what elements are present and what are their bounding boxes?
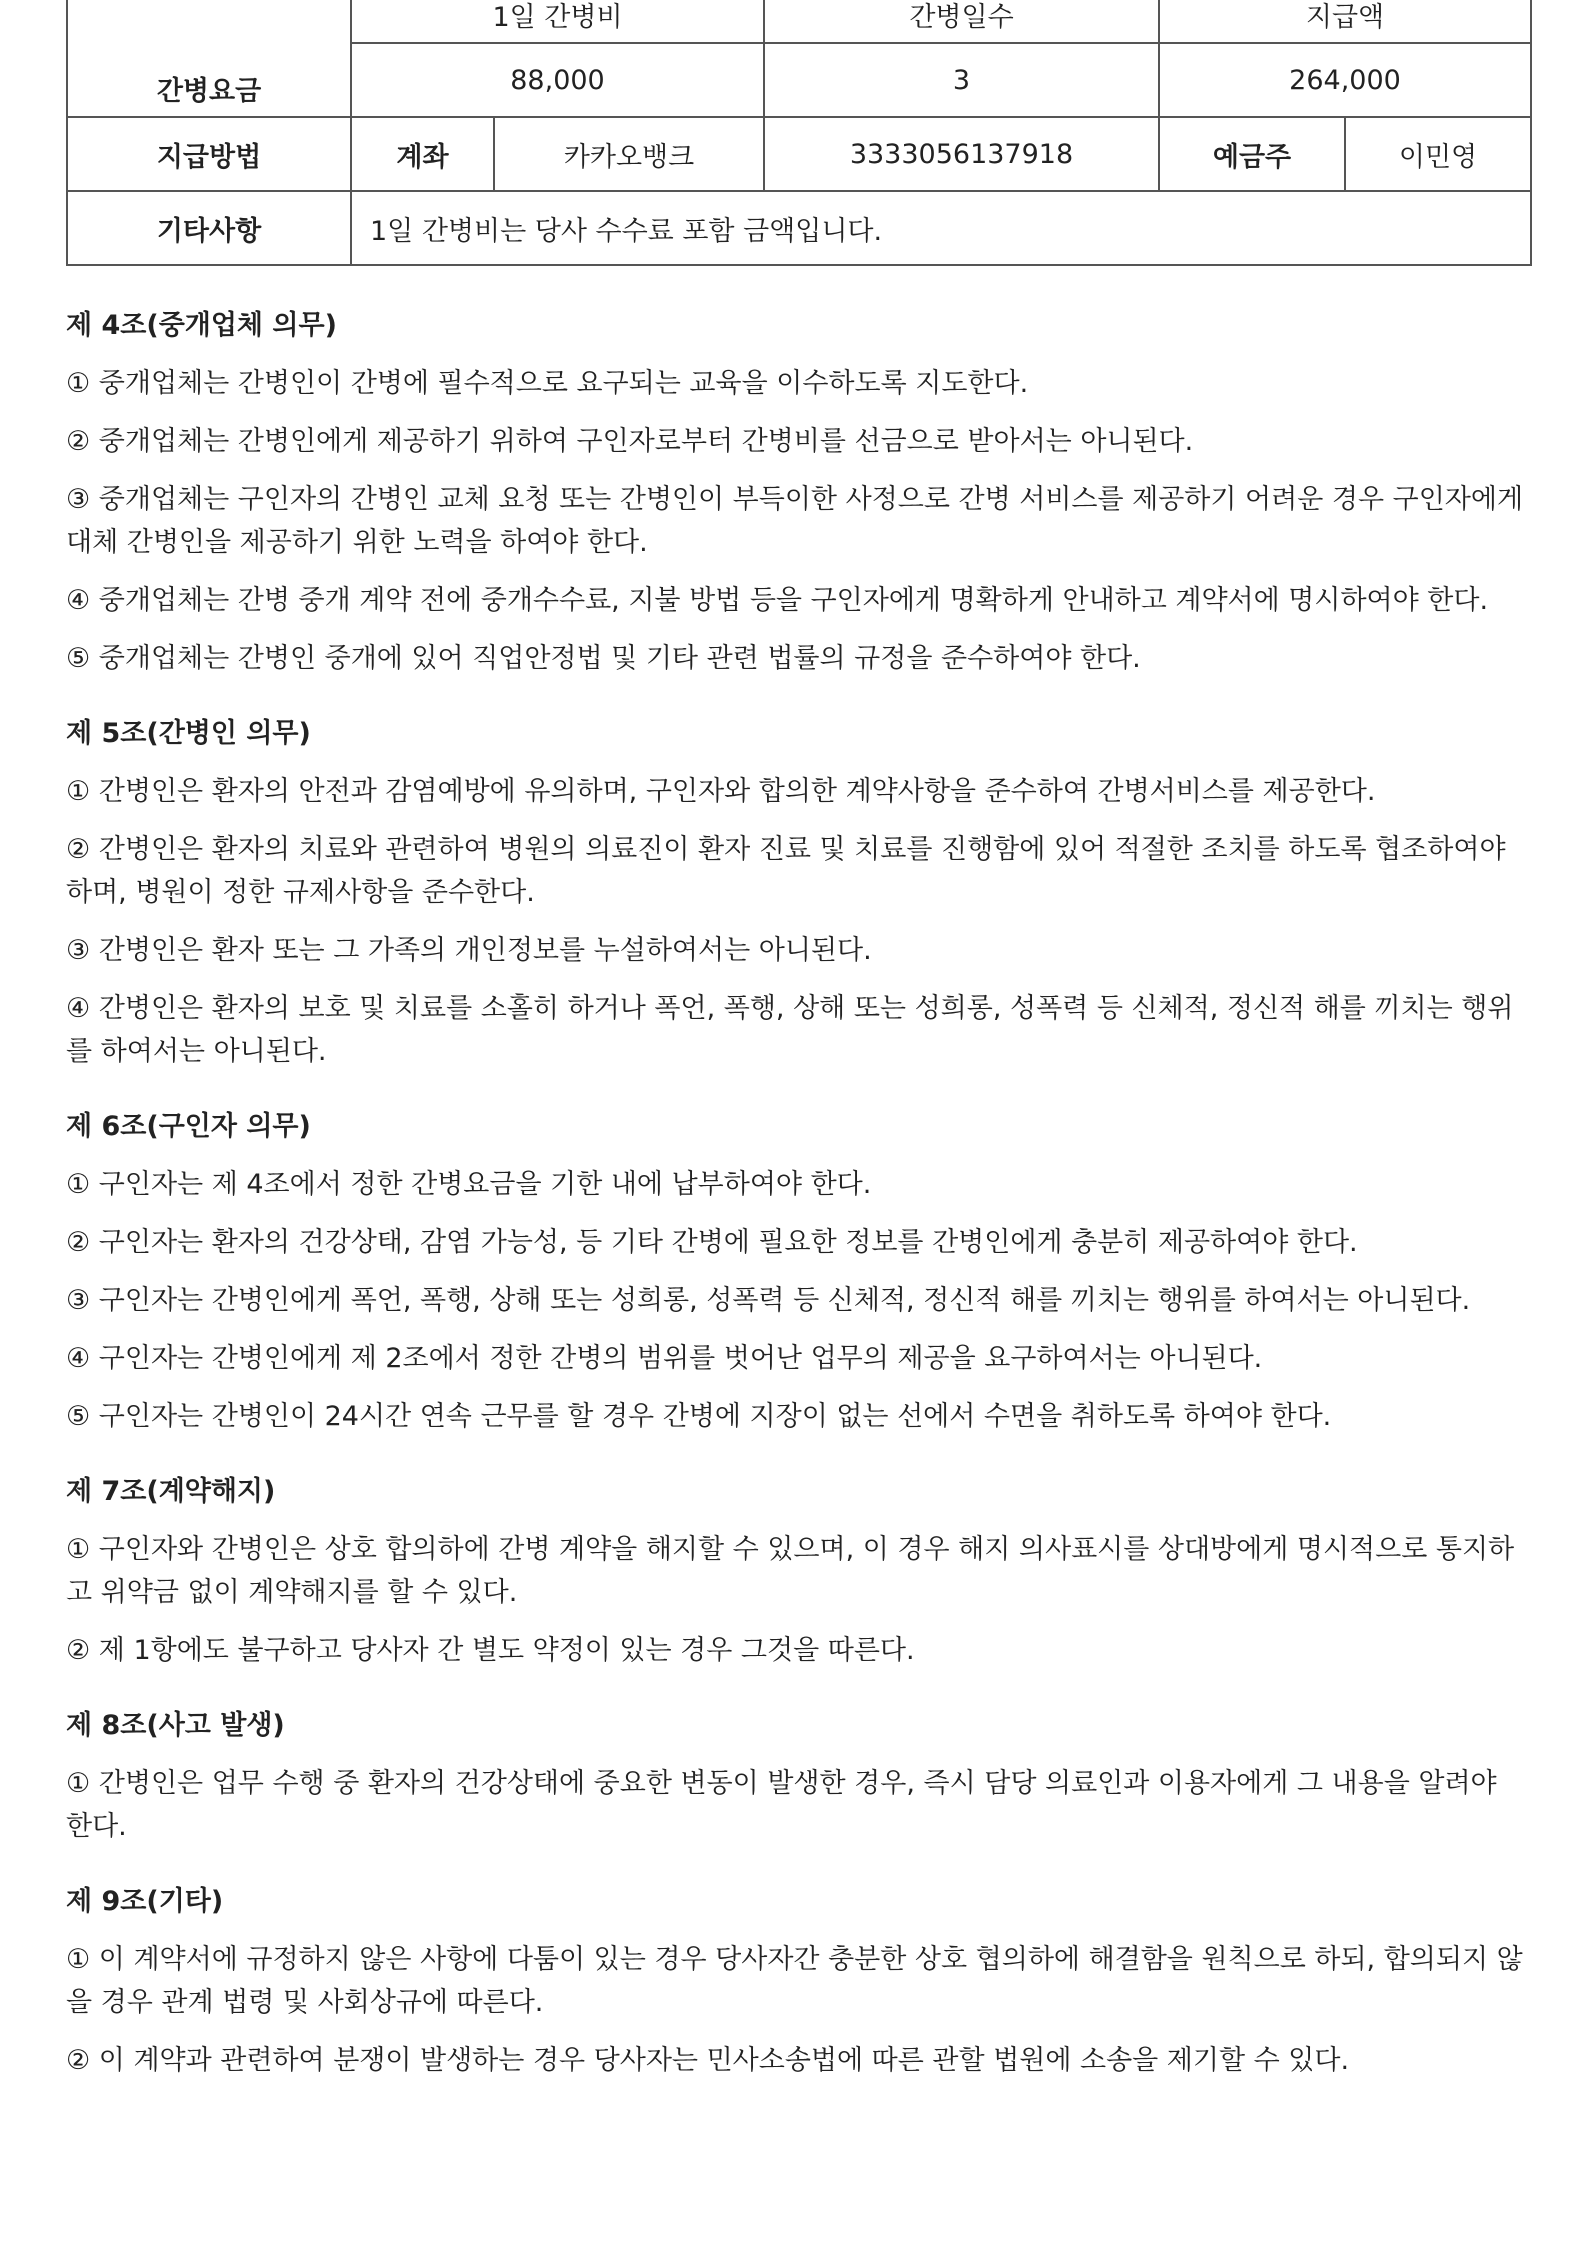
clause: ② 간병인은 환자의 치료와 관련하여 병원의 의료진이 환자 진료 및 치료를 진행함에 있어 적절한 조치를 하도록 협조하여야 하며, 병원이 정한 규제사항을 준수한다. xyxy=(66,834,1506,908)
holder-name: 이민영 xyxy=(1345,117,1531,191)
article-6 xyxy=(66,1107,1530,1438)
article-title: 제 4조(중개업체 의무) xyxy=(66,310,337,341)
clause: ① 이 계약서에 규정하지 않은 사항에 다툼이 있는 경우 당사자간 충분한 상호 협의하에 해결함을 원칙으로 하되, 합의되지 않을 경우 관계 법령 및 사회상규에 따른다. xyxy=(66,1944,1523,2018)
clause: ① 구인자와 간병인은 상호 합의하에 간병 계약을 해지할 수 있으며, 이 경우 해지 의사표시를 상대방에게 명시적으로 통지하고 위약금 없이 계약해지를 할 수 있다. xyxy=(66,1534,1515,1608)
article-7 xyxy=(66,1472,1530,1672)
article-title: 제 7조(계약해지) xyxy=(66,1476,276,1507)
article-8 xyxy=(66,1706,1530,1848)
clause: ② 중개업체는 간병인에게 제공하기 위하여 구인자로부터 간병비를 선금으로 받아서는 아니된다. xyxy=(66,426,1194,457)
account-number: 3333056137918 xyxy=(764,117,1159,191)
holder-label: 예금주 xyxy=(1159,117,1345,191)
daily-fee-value: 88,000 xyxy=(351,43,764,117)
payment-method-label: 지급방법 xyxy=(67,117,351,191)
fee-header-row xyxy=(67,0,1531,43)
total-header: 지급액 xyxy=(1159,0,1531,43)
clause: ② 구인자는 환자의 건강상태, 감염 가능성, 등 기타 간병에 필요한 정보를 간병인에게 충분히 제공하여야 한다. xyxy=(66,1227,1358,1258)
article-title: 제 8조(사고 발생) xyxy=(66,1710,285,1741)
clause: ② 제 1항에도 불구하고 당사자 간 별도 약정이 있는 경우 그것을 따른다. xyxy=(66,1635,915,1666)
article-5 xyxy=(66,714,1530,1073)
clause: ① 간병인은 업무 수행 중 환자의 건강상태에 중요한 변동이 발생한 경우, 즉시 담당 의료인과 이용자에게 그 내용을 알려야 한다. xyxy=(66,1768,1497,1842)
clause: ② 이 계약과 관련하여 분쟁이 발생하는 경우 당사자는 민사소송법에 따른 관할 법원에 소송을 제기할 수 있다. xyxy=(66,2045,1350,2076)
article-4 xyxy=(66,306,1530,680)
clause: ③ 간병인은 환자 또는 그 가족의 개인정보를 누설하여서는 아니된다. xyxy=(66,935,872,966)
article-title: 제 6조(구인자 의무) xyxy=(66,1111,311,1142)
clause: ③ 구인자는 간병인에게 폭언, 폭행, 상해 또는 성희롱, 성폭력 등 신체적, 정신적 해를 끼치는 행위를 하여서는 아니된다. xyxy=(66,1285,1471,1316)
days-header: 간병일수 xyxy=(764,0,1159,43)
payment-table xyxy=(66,0,1532,266)
contract-articles xyxy=(66,306,1530,2116)
clause: ① 간병인은 환자의 안전과 감염예방에 유의하며, 구인자와 합의한 계약사항을 준수하여 간병서비스를 제공한다. xyxy=(66,776,1376,807)
daily-fee-header: 1일 간병비 xyxy=(351,0,764,43)
payment-method-row xyxy=(67,117,1531,191)
fee-label: 간병요금 xyxy=(67,0,351,117)
account-label: 계좌 xyxy=(351,117,494,191)
total-value: 264,000 xyxy=(1159,43,1531,117)
etc-note: 1일 간병비는 당사 수수료 포함 금액입니다. xyxy=(351,191,1531,265)
clause: ⑤ 구인자는 간병인이 24시간 연속 근무를 할 경우 간병에 지장이 없는 선에서 수면을 취하도록 하여야 한다. xyxy=(66,1401,1332,1432)
article-title: 제 5조(간병인 의무) xyxy=(66,718,311,749)
etc-label: 기타사항 xyxy=(67,191,351,265)
clause: ④ 간병인은 환자의 보호 및 치료를 소홀히 하거나 폭언, 폭행, 상해 또는 성희롱, 성폭력 등 신체적, 정신적 해를 끼치는 행위를 하여서는 아니된다. xyxy=(66,993,1514,1067)
days-value: 3 xyxy=(764,43,1159,117)
etc-row xyxy=(67,191,1531,265)
article-title: 제 9조(기타) xyxy=(66,1886,224,1917)
clause: ④ 구인자는 간병인에게 제 2조에서 정한 간병의 범위를 벗어난 업무의 제공을 요구하여서는 아니된다. xyxy=(66,1343,1263,1374)
clause: ⑤ 중개업체는 간병인 중개에 있어 직업안정법 및 기타 관련 법률의 규정을 준수하여야 한다. xyxy=(66,643,1141,674)
article-9 xyxy=(66,1882,1530,2082)
clause: ④ 중개업체는 간병 중개 계약 전에 중개수수료, 지불 방법 등을 구인자에게 명확하게 안내하고 계약서에 명시하여야 한다. xyxy=(66,585,1489,616)
clause: ① 구인자는 제 4조에서 정한 간병요금을 기한 내에 납부하여야 한다. xyxy=(66,1169,872,1200)
clause: ① 중개업체는 간병인이 간병에 필수적으로 요구되는 교육을 이수하도록 지도한다. xyxy=(66,368,1029,399)
clause: ③ 중개업체는 구인자의 간병인 교체 요청 또는 간병인이 부득이한 사정으로 간병 서비스를 제공하기 어려운 경우 구인자에게 대체 간병인을 제공하기 위한 노력을 하여야 한다. xyxy=(66,484,1524,558)
bank-name: 카카오뱅크 xyxy=(494,117,764,191)
